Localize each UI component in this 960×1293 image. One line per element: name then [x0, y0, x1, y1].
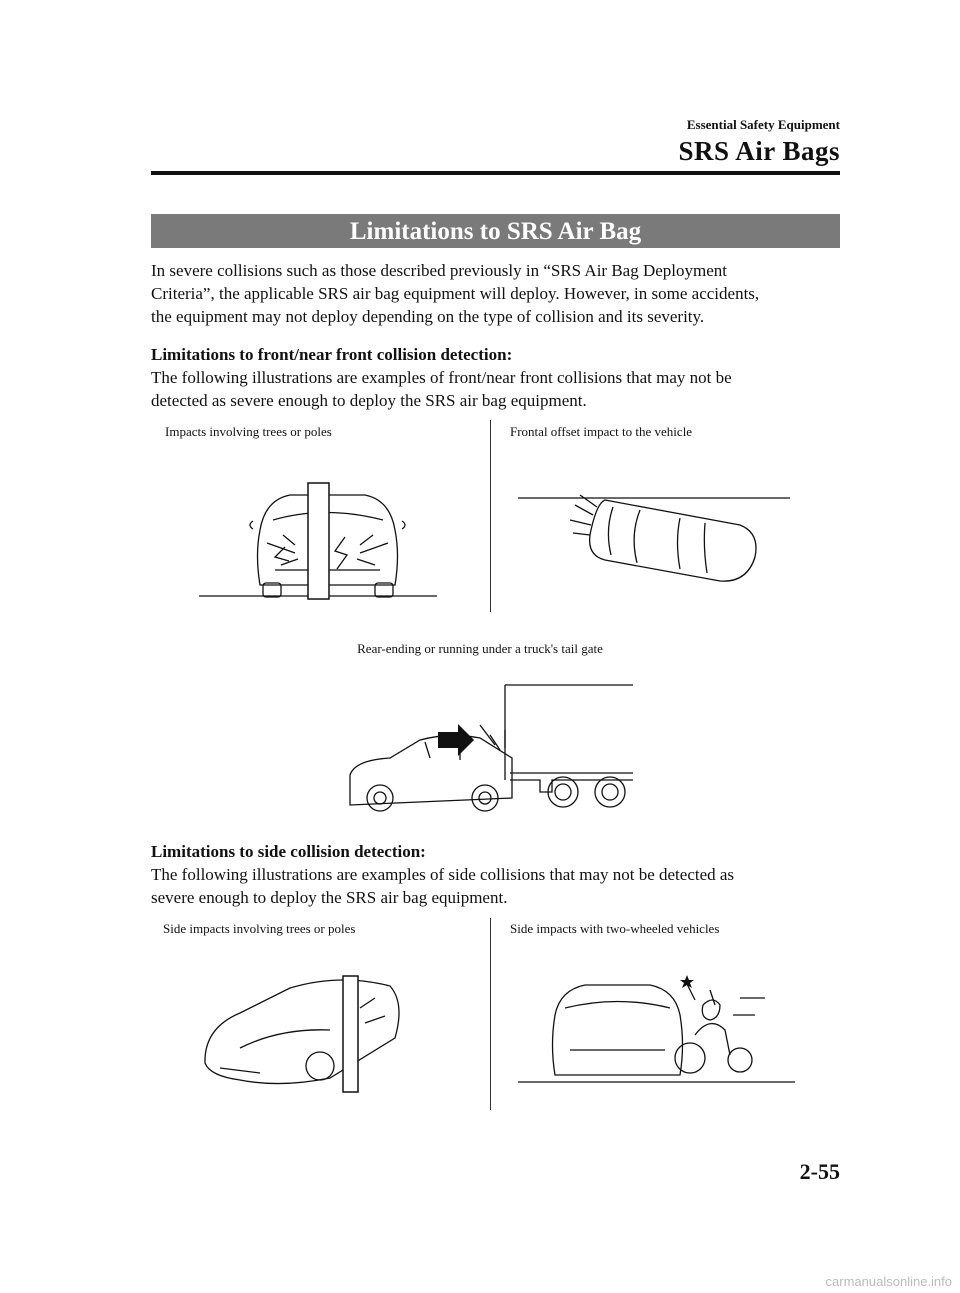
caption-front-trees: Impacts involving trees or poles: [165, 424, 332, 439]
illustration-divider: [490, 420, 491, 612]
intro-line: the equipment may not deploy depending on the type of collision and its severity.: [151, 307, 705, 326]
section-label: Essential Safety Equipment: [686, 117, 840, 132]
intro-paragraph: [151, 259, 851, 328]
front-line: The following illustrations are examples of front/near front collisions that may not be: [151, 368, 732, 387]
intro-line: In severe collisions such as those described previously in “SRS Air Bag Deployment: [151, 261, 728, 280]
page-number: 2-55: [799, 1159, 840, 1184]
caption-truck: Rear-ending or running under a truck's tail gate: [357, 641, 603, 656]
side-section-text: [151, 840, 851, 909]
side-line: severe enough to deploy the SRS air bag equipment.: [151, 888, 508, 907]
front-pole-impact-illustration: [195, 475, 445, 605]
frontal-offset-impact-illustration: [515, 485, 795, 595]
front-line: detected as severe enough to deploy the SRS air bag equipment.: [151, 391, 587, 410]
caption-side-trees: Side impacts involving trees or poles: [163, 921, 356, 936]
illustration-divider: [490, 918, 491, 1110]
side-line: The following illustrations are examples of side collisions that may not be detected as: [151, 865, 735, 884]
intro-line: Criteria”, the applicable SRS air bag equipment will deploy. However, in some accidents,: [151, 284, 760, 303]
two-wheeler-impact-illustration: [515, 960, 800, 1085]
front-section-text: [151, 343, 851, 412]
caption-front-offset: Frontal offset impact to the vehicle: [510, 424, 693, 439]
header-rule: [151, 171, 840, 175]
side-pole-impact-illustration: [200, 968, 410, 1093]
page-title: Limitations to SRS Air Bag: [151, 214, 840, 248]
section-title: SRS Air Bags: [678, 136, 840, 166]
watermark: carmanualsonline.info: [825, 1274, 952, 1289]
side-heading: Limitations to side collision detection:: [151, 842, 426, 861]
truck-underride-illustration: [340, 680, 640, 820]
caption-side-bikes: Side impacts with two-wheeled vehicles: [510, 921, 720, 936]
front-heading: Limitations to front/near front collision detection:: [151, 345, 513, 364]
